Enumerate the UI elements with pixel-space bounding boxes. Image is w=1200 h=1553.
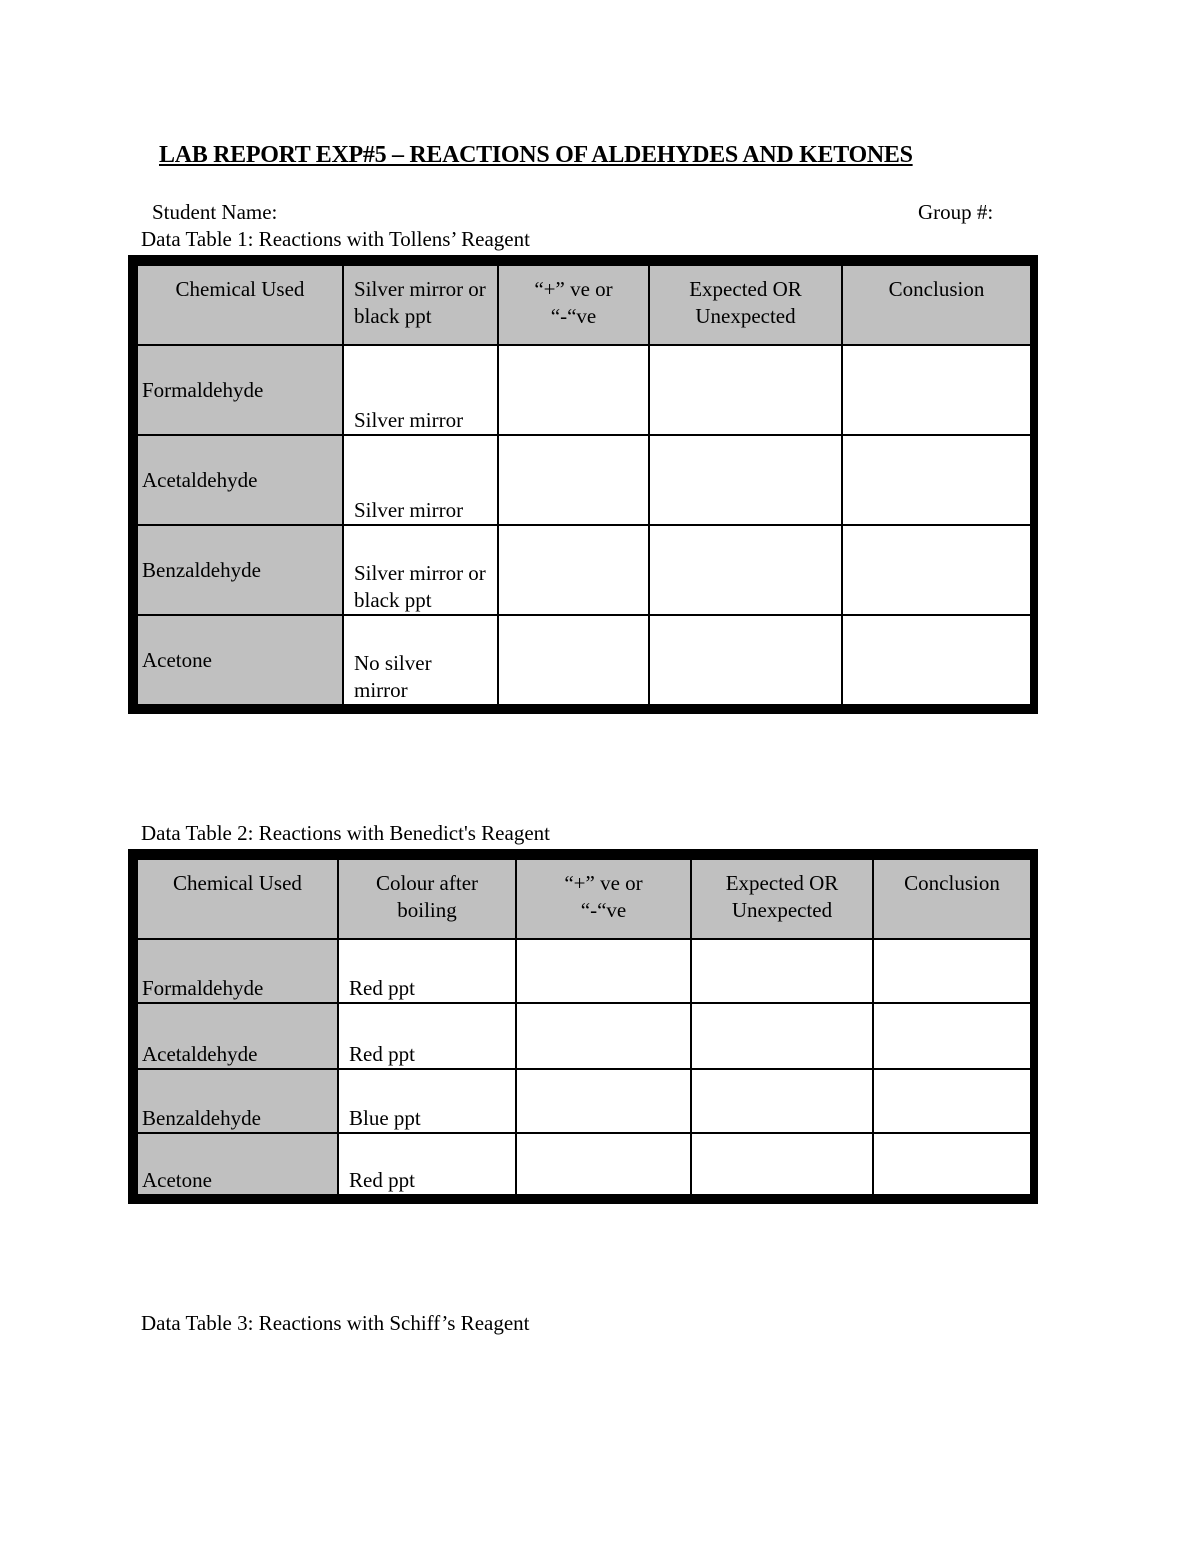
table-row [137,1069,1031,1133]
header-conclusion: Conclusion [842,265,1031,345]
header-result: Colour after boiling [338,859,516,939]
expected-cell[interactable] [649,525,842,615]
expected-cell[interactable] [691,1069,873,1133]
sign-cell[interactable] [498,345,649,435]
sign-cell[interactable] [516,1069,691,1133]
expected-cell[interactable] [691,939,873,1003]
chemical-cell: Benzaldehyde [137,525,343,615]
expected-cell[interactable] [649,615,842,705]
table-row [137,1133,1031,1195]
chemical-cell: Formaldehyde [137,345,343,435]
result-cell: Red ppt [338,1003,516,1069]
conclusion-cell[interactable] [842,345,1031,435]
table-header-row [137,859,1031,939]
table-row [137,939,1031,1003]
conclusion-cell[interactable] [842,525,1031,615]
sign-cell[interactable] [498,435,649,525]
sign-cell[interactable] [516,1133,691,1195]
chemical-cell: Acetaldehyde [137,1003,338,1069]
table-row [137,525,1031,615]
group-number-label: Group #: [918,200,994,224]
tollens-table [128,255,1038,714]
conclusion-cell[interactable] [873,939,1031,1003]
expected-cell[interactable] [691,1003,873,1069]
result-cell: Red ppt [338,1133,516,1195]
sign-cell[interactable] [516,939,691,1003]
result-cell: Red ppt [338,939,516,1003]
chemical-cell: Benzaldehyde [137,1069,338,1133]
sign-cell[interactable] [498,615,649,705]
header-positive-negative: “+” ve or “-“ve [516,859,691,939]
chemical-cell: Acetaldehyde [137,435,343,525]
table-header-row [137,265,1031,345]
sign-cell[interactable] [516,1003,691,1069]
expected-cell[interactable] [649,345,842,435]
table-row [137,615,1031,705]
table-row [137,1003,1031,1069]
header-conclusion: Conclusion [873,859,1031,939]
header-expected: Expected OR Unexpected [691,859,873,939]
conclusion-cell[interactable] [842,435,1031,525]
header-expected: Expected OR Unexpected [649,265,842,345]
sign-cell[interactable] [498,525,649,615]
table3-caption: Data Table 3: Reactions with Schiff’s Reagent [141,1311,530,1335]
benedicts-table [128,849,1038,1204]
header-chemical-used: Chemical Used [137,265,343,345]
result-cell: No silver mirror [343,615,498,705]
page-title: LAB REPORT EXP#5 – REACTIONS OF ALDEHYDES AND KETONES [159,142,913,168]
expected-cell[interactable] [649,435,842,525]
conclusion-cell[interactable] [873,1003,1031,1069]
table-row [137,435,1031,525]
chemical-cell: Acetone [137,615,343,705]
table1-caption: Data Table 1: Reactions with Tollens’ Reagent [141,227,530,251]
result-cell: Silver mirror [343,345,498,435]
result-cell: Blue ppt [338,1069,516,1133]
header-result: Silver mirror or black ppt [343,265,498,345]
chemical-cell: Acetone [137,1133,338,1195]
conclusion-cell[interactable] [873,1069,1031,1133]
conclusion-cell[interactable] [873,1133,1031,1195]
expected-cell[interactable] [691,1133,873,1195]
table2-caption: Data Table 2: Reactions with Benedict's Reagent [141,821,550,845]
student-name-label: Student Name: [152,200,278,224]
result-cell: Silver mirror [343,435,498,525]
header-positive-negative: “+” ve or “-“ve [498,265,649,345]
result-cell: Silver mirror or black ppt [343,525,498,615]
header-chemical-used: Chemical Used [137,859,338,939]
chemical-cell: Formaldehyde [137,939,338,1003]
table-row [137,345,1031,435]
conclusion-cell[interactable] [842,615,1031,705]
